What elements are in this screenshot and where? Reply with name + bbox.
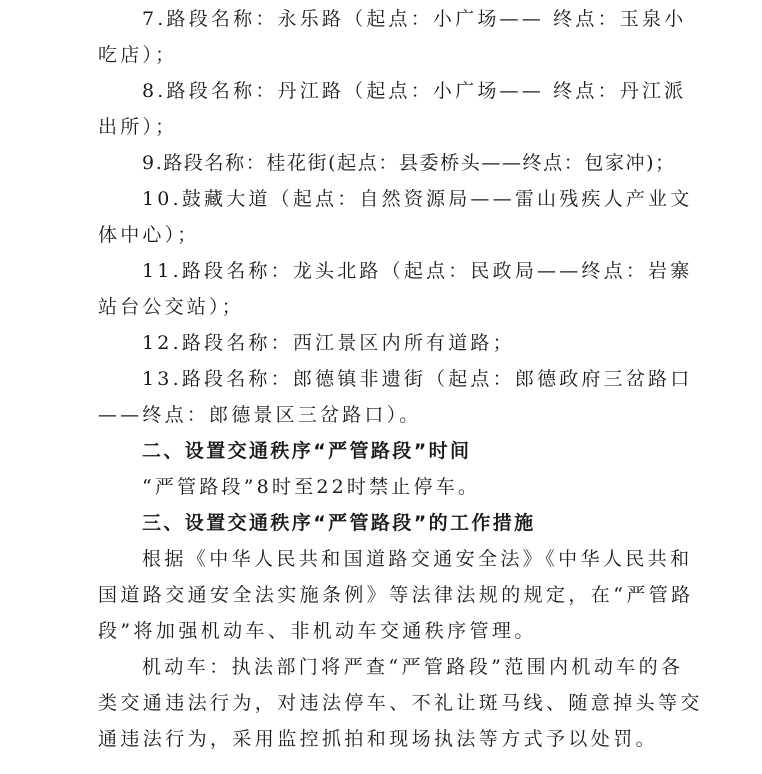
section-2-body: “严管路段”8时至22时禁止停车。 — [142, 476, 481, 498]
route-8-line-2: 出所）； — [98, 116, 178, 138]
route-10-line-1: 10.鼓藏大道（起点：自然资源局——雷山残疾人产业文 — [142, 188, 693, 210]
section-2-heading: 二、设置交通秩序“严管路段”时间 — [142, 440, 472, 462]
route-7-line-1: 7.路段名称：永乐路（起点：小广场—— 终点：玉泉小 — [142, 8, 687, 30]
route-11-line-2: 站台公交站）； — [98, 296, 244, 318]
para-1-line-2: 国道路交通安全法实施条例》等法律法规的规定，在“严管路 — [98, 584, 694, 606]
para-1-line-3: 段”将加强机动车、非机动车交通秩序管理。 — [98, 620, 537, 642]
route-7-line-2: 吃店）； — [98, 44, 178, 66]
para-1-line-1: 根据《中华人民共和国道路交通安全法》《中华人民共和 — [142, 548, 693, 570]
route-11-line-1: 11.路段名称：龙头北路（起点：民政局——终点：岩寨 — [142, 260, 693, 282]
section-3-heading: 三、设置交通秩序“严管路段”的工作措施 — [142, 512, 536, 534]
para-2-line-1: 机动车：执法部门将严查“严管路段”范围内机动车的各 — [142, 656, 684, 678]
route-10-line-2: 体中心）； — [98, 224, 200, 246]
para-2-line-2: 类交通违法行为，对违法停车、不礼让斑马线、随意掉头等交 — [98, 692, 703, 714]
route-8-line-1: 8.路段名称：丹江路（起点：小广场—— 终点：丹江派 — [142, 80, 687, 102]
route-13-line-2: ——终点：郎德景区三岔路口）。 — [98, 404, 422, 426]
route-12-line: 12.路段名称：西江景区内所有道路； — [142, 332, 515, 354]
para-2-line-3: 通违法行为，采用监控抓拍和现场执法等方式予以处罚。 — [98, 728, 659, 750]
route-9-line: 9.路段名称：桂花街(起点：县委桥头——终点：包家冲)； — [142, 152, 676, 174]
route-13-line-1: 13.路段名称：郎德镇非遗街（起点：郎德政府三岔路口 — [142, 368, 693, 390]
